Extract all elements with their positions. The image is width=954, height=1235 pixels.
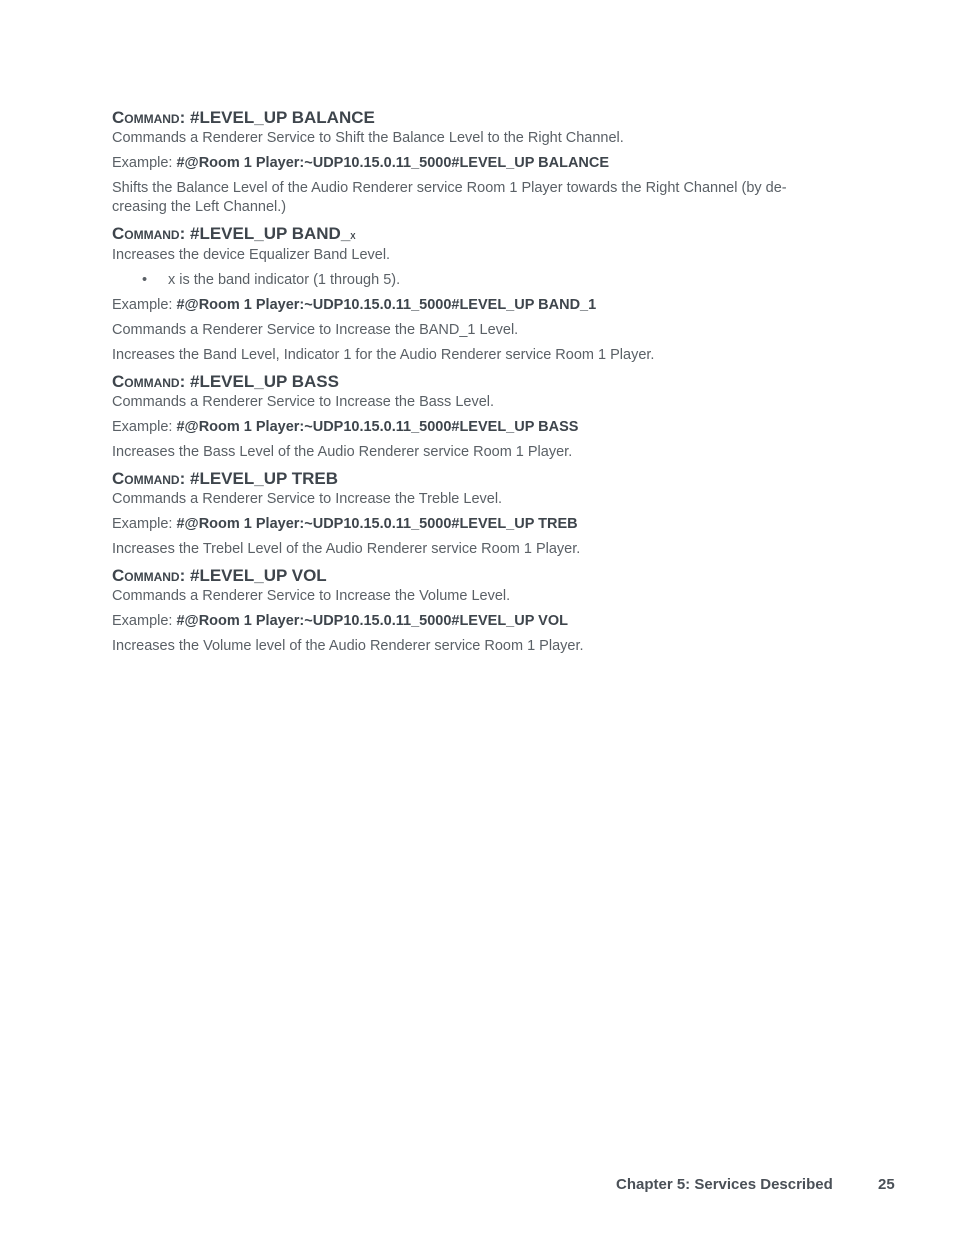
- command-description: Commands a Renderer Service to Increase the Treble Level.: [112, 491, 503, 507]
- command-label: Command:: [112, 372, 186, 391]
- command-name: #LEVEL_UP BALANCE: [190, 108, 375, 127]
- command-description: Commands a Renderer Service to Shift the Balance Level to the Right Channel.: [112, 130, 624, 146]
- command-heading: [112, 469, 832, 489]
- command-example: [112, 515, 832, 534]
- command-section-treb: [112, 469, 832, 559]
- example-code: #@Room 1 Player:~UDP10.15.0.11_5000#LEVEL_UP TREB: [176, 516, 578, 532]
- example-label: Example:: [112, 516, 173, 532]
- command-note: Increases the Band Level, Indicator 1 for the Audio Renderer service Room 1 Player.: [112, 347, 655, 363]
- command-heading: [112, 566, 832, 586]
- example-code: #@Room 1 Player:~UDP10.15.0.11_5000#LEVEL_UP VOL: [176, 613, 568, 629]
- command-example: [112, 154, 832, 173]
- command-description: Commands a Renderer Service to Increase the Volume Level.: [112, 588, 511, 604]
- document-body: [112, 108, 832, 656]
- command-label: Command:: [112, 469, 186, 488]
- command-note: Commands a Renderer Service to Increase the BAND_1 Level.: [112, 322, 519, 338]
- example-label: Example:: [112, 155, 173, 171]
- command-heading: [112, 108, 832, 128]
- page-number: 25: [878, 1176, 895, 1193]
- command-example: [112, 612, 832, 631]
- command-name: #LEVEL_UP BAND_: [190, 224, 351, 243]
- bullet-list: [112, 271, 832, 290]
- command-heading: [112, 372, 832, 392]
- command-description: Increases the device Equalizer Band Level.: [112, 247, 391, 263]
- command-heading: [112, 224, 832, 245]
- bullet-text: x is the band indicator (1 through 5).: [168, 272, 401, 288]
- example-label: Example:: [112, 419, 173, 435]
- bullet-item: [112, 271, 832, 290]
- command-note: Increases the Volume level of the Audio Renderer service Room 1 Player.: [112, 638, 584, 654]
- command-section-bass: [112, 372, 832, 462]
- example-code: #@Room 1 Player:~UDP10.15.0.11_5000#LEVEL_UP BALANCE: [176, 155, 610, 171]
- command-description: Commands a Renderer Service to Increase the Bass Level.: [112, 394, 495, 410]
- command-label: Command:: [112, 108, 186, 127]
- command-label: Command:: [112, 566, 186, 585]
- command-note: Shifts the Balance Level of the Audio Renderer service Room 1 Player towards the Right Channel (by de-creasing the Left Channel.): [112, 180, 787, 215]
- command-name: #LEVEL_UP VOL: [190, 566, 327, 585]
- command-label: Command:: [112, 224, 186, 243]
- example-label: Example:: [112, 297, 173, 313]
- command-section-band: [112, 224, 832, 365]
- command-section-balance: [112, 108, 832, 217]
- command-subscript: x: [350, 228, 356, 242]
- example-label: Example:: [112, 613, 173, 629]
- bullet-icon: •: [142, 272, 148, 288]
- footer-chapter-title: Chapter 5: Services Described: [616, 1176, 833, 1193]
- example-code: #@Room 1 Player:~UDP10.15.0.11_5000#LEVEL_UP BAND_1: [176, 297, 597, 313]
- command-name: #LEVEL_UP BASS: [190, 372, 339, 391]
- command-note: Increases the Bass Level of the Audio Renderer service Room 1 Player.: [112, 444, 573, 460]
- example-code: #@Room 1 Player:~UDP10.15.0.11_5000#LEVEL_UP BASS: [176, 419, 579, 435]
- command-example: [112, 418, 832, 437]
- command-example: [112, 296, 832, 315]
- page-footer: [616, 1176, 895, 1193]
- command-note: Increases the Trebel Level of the Audio Renderer service Room 1 Player.: [112, 541, 581, 557]
- command-section-vol: [112, 566, 832, 656]
- command-name: #LEVEL_UP TREB: [190, 469, 339, 488]
